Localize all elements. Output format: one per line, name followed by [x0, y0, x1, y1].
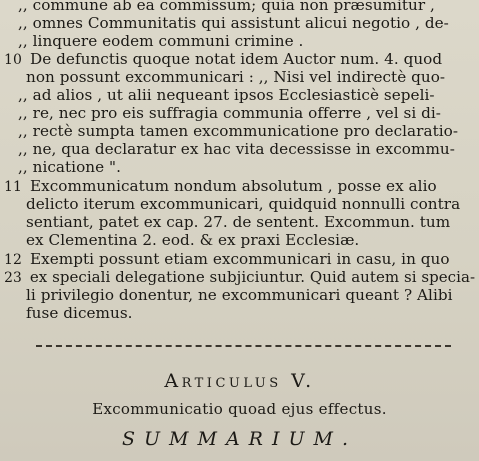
line-text: Excommunicatum nondum absolutum , posse ex alio — [30, 177, 437, 195]
line-text: ,, rectè sumpta tamen excommunicatione pro declaratio- — [18, 122, 459, 140]
line-text: De defunctis quoque notat idem Auctor num. 4. quod — [30, 50, 443, 68]
paragraph-number: 12 — [4, 252, 22, 268]
line-text: ,, ne, qua declaratur ex hac vita decessisse in excommu- — [18, 140, 455, 158]
text-line-9 — [18, 140, 455, 158]
text-line-4 — [4, 50, 443, 69]
line-text: fuse dicemus. — [26, 304, 133, 322]
line-text: ,, omnes Communitatis qui assistunt alicui negotio , de- — [18, 14, 449, 32]
text-line-2 — [18, 14, 449, 32]
paragraph-number: 11 — [4, 179, 22, 195]
summarium-heading: SUMMARIUM. — [122, 428, 357, 450]
text-line-10 — [18, 158, 121, 176]
line-text: ,, commune ab ea commissum; quia non præsumitur , — [18, 0, 435, 14]
line-text: ex Clementina 2. eod. & ex praxi Ecclesiæ. — [26, 231, 360, 249]
text-line-11 — [4, 177, 437, 196]
paragraph-number: 10 — [4, 52, 22, 68]
text-line-7 — [18, 104, 441, 122]
text-line-17 — [18, 286, 453, 304]
articulus-heading: Articulus V. — [164, 370, 315, 392]
text-line-18 — [18, 304, 133, 322]
line-text: Exempti possunt etiam excommunicari in casu, in quo — [30, 250, 450, 268]
text-line-8 — [18, 122, 458, 140]
paragraph-number: 23 — [4, 270, 22, 286]
text-line-16 — [4, 268, 476, 287]
line-text: non possunt excommunicari : ,, Nisi vel indirectè quo- — [26, 68, 446, 86]
line-text: delicto iterum excommunicari, quidquid nonnulli contra — [26, 195, 461, 213]
line-text: ,, linquere eodem communi crimine . — [18, 32, 304, 50]
line-text: li privilegio donentur, ne excommunicari queant ? Alibi — [26, 286, 453, 304]
text-line-6 — [18, 86, 435, 104]
line-text: ,, ad alios , ut alii nequeant ipsos Ecclesiasticè sepeli- — [18, 86, 435, 104]
text-line-12 — [18, 195, 460, 213]
text-line-5 — [18, 68, 445, 86]
text-line-1 — [18, 0, 435, 14]
line-text: ,, nicatione ". — [18, 158, 121, 176]
line-text: ex speciali delegatione subjiciuntur. Quid autem si specia- — [29, 268, 476, 286]
line-text: sentiant, patet ex cap. 27. de sentent. Excommun. tum — [26, 213, 451, 231]
text-line-13 — [18, 213, 450, 231]
text-line-15 — [4, 250, 450, 269]
text-line-3 — [18, 32, 303, 50]
dashed-divider — [36, 345, 451, 347]
section-subtitle: Excommunicatio quoad ejus effectus. — [92, 400, 387, 418]
line-text: ,, re, nec pro eis suffragia communia offerre , vel si di- — [18, 104, 441, 122]
text-line-14 — [18, 231, 359, 249]
